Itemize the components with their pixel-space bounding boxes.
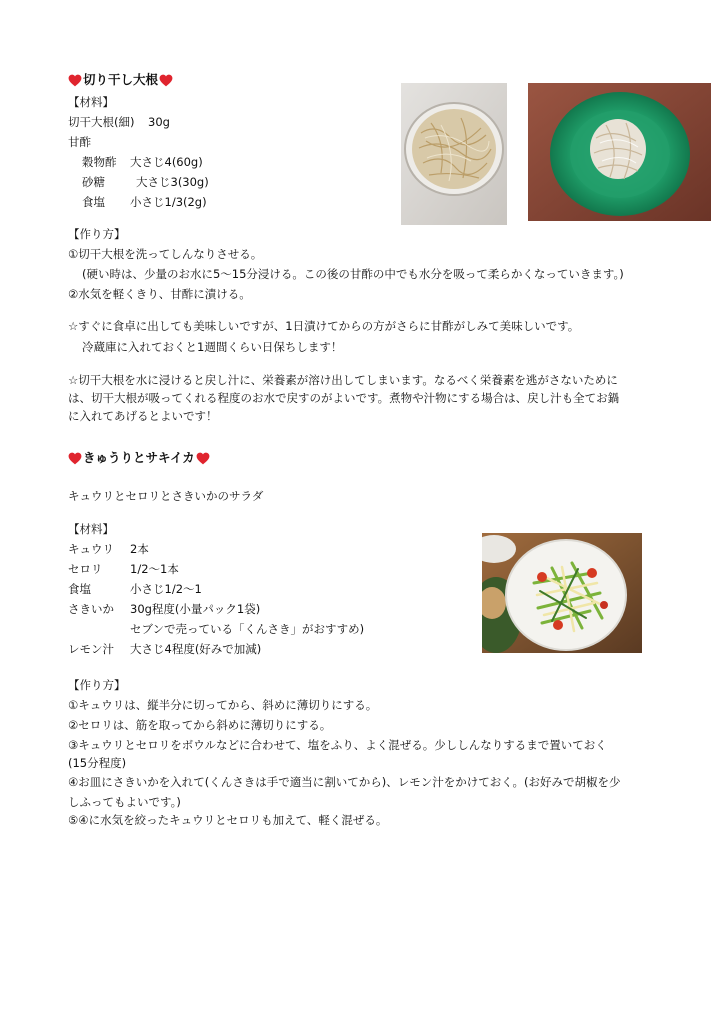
heart-icon: [68, 74, 82, 87]
ingredient-amount: 大さじ4(60g): [130, 155, 203, 169]
recipe-title-cucumber: [68, 450, 210, 466]
step-item: しふってもよいです。): [68, 795, 181, 809]
step-item: ②セロリは、筋を取ってから斜めに薄切りにする。: [68, 718, 332, 732]
ingredient-name: 甘酢: [68, 135, 91, 149]
note-text: は、切干大根が吸ってくれる程度のお水で戻すのがよいです。煮物や汁物にする場合は、戻し汁も全てお鍋: [68, 391, 620, 405]
ingredient-name: 切干大根(細): [68, 115, 135, 129]
step-item: (硬い時は、少量のお水に5〜15分浸ける。この後の甘酢の中でも水分を吸って柔らかくなっていきます。): [82, 267, 624, 281]
step-item: ③キュウリとセロリをボウルなどに合わせて、塩をふり、よく混ぜる。少ししんなりするまで置いておく: [68, 738, 607, 752]
step-item: (15分程度): [68, 756, 127, 770]
ingredient-amount: 大さじ4程度(好みで加減): [130, 642, 262, 656]
ingredient-name: 食塩: [82, 195, 105, 209]
note-text: ☆すぐに食卓に出しても美味しいですが、1日漬けてからの方がさらに甘酢がしみて美味しいです。: [68, 319, 580, 333]
recipe-subtitle: キュウリとセロリとさきいかのサラダ: [68, 489, 264, 503]
ingredient-amount: 30g: [148, 115, 170, 129]
ingredient-name: キュウリ: [68, 542, 114, 556]
ingredient-name: 穀物酢: [82, 155, 117, 169]
recipe-title-text: 切り干し大根: [83, 72, 159, 87]
ingredient-amount: 2本: [130, 542, 149, 556]
note-text: 冷蔵庫に入れておくと1週間くらい日保ちします！: [82, 340, 343, 354]
step-item: ④お皿にさきいかを入れて(くんさきは手で適当に割いてから)、レモン汁をかけておく。(お好みで胡椒を少: [68, 775, 621, 789]
heart-icon: [159, 74, 173, 87]
steps-header: 【作り方】: [68, 227, 126, 241]
heart-icon: [196, 452, 210, 465]
ingredient-name: セロリ: [68, 562, 103, 576]
ingredient-name: レモン汁: [68, 642, 114, 656]
steps-header: 【作り方】: [68, 678, 126, 692]
step-item: ②水気を軽くきり、甘酢に漬ける。: [68, 287, 251, 301]
materials-header: 【材料】: [68, 95, 114, 109]
note-text: に入れてあげるとよいです！: [68, 409, 218, 423]
ingredient-amount: 小さじ1/2〜1: [130, 582, 202, 596]
step-item: ①キュウリは、縦半分に切ってから、斜めに薄切りにする。: [68, 698, 378, 712]
photo-cucumber-salad: [482, 533, 642, 653]
recipe-title-text: きゅうりとサキイカ: [83, 450, 195, 465]
photo-daikon-plate: [528, 83, 711, 221]
ingredient-amount: 大さじ3(30g): [136, 175, 209, 189]
materials-header: 【材料】: [68, 522, 114, 536]
ingredient-name: さきいか: [68, 602, 114, 616]
step-item: ①切干大根を洗ってしんなりさせる。: [68, 247, 263, 261]
ingredient-amount: 30g程度(小量パック1袋): [130, 602, 261, 616]
step-item: ⑤④に水気を絞ったキュウリとセロリも加えて、軽く混ぜる。: [68, 813, 388, 827]
note-text: ☆切干大根を水に浸けると戻し汁に、栄養素が溶け出してしまいます。なるべく栄養素を逃がさないために: [68, 373, 618, 387]
heart-icon: [68, 452, 82, 465]
ingredient-note: セブンで売っている「くんさき」がおすすめ): [130, 622, 365, 636]
ingredient-name: 食塩: [68, 582, 91, 596]
recipe-title-daikon: [68, 72, 173, 88]
ingredient-amount: 1/2〜1本: [130, 562, 179, 576]
ingredient-name: 砂糖: [82, 175, 105, 189]
photo-soaking-daikon: [401, 83, 507, 225]
ingredient-amount: 小さじ1/3(2g): [130, 195, 207, 209]
